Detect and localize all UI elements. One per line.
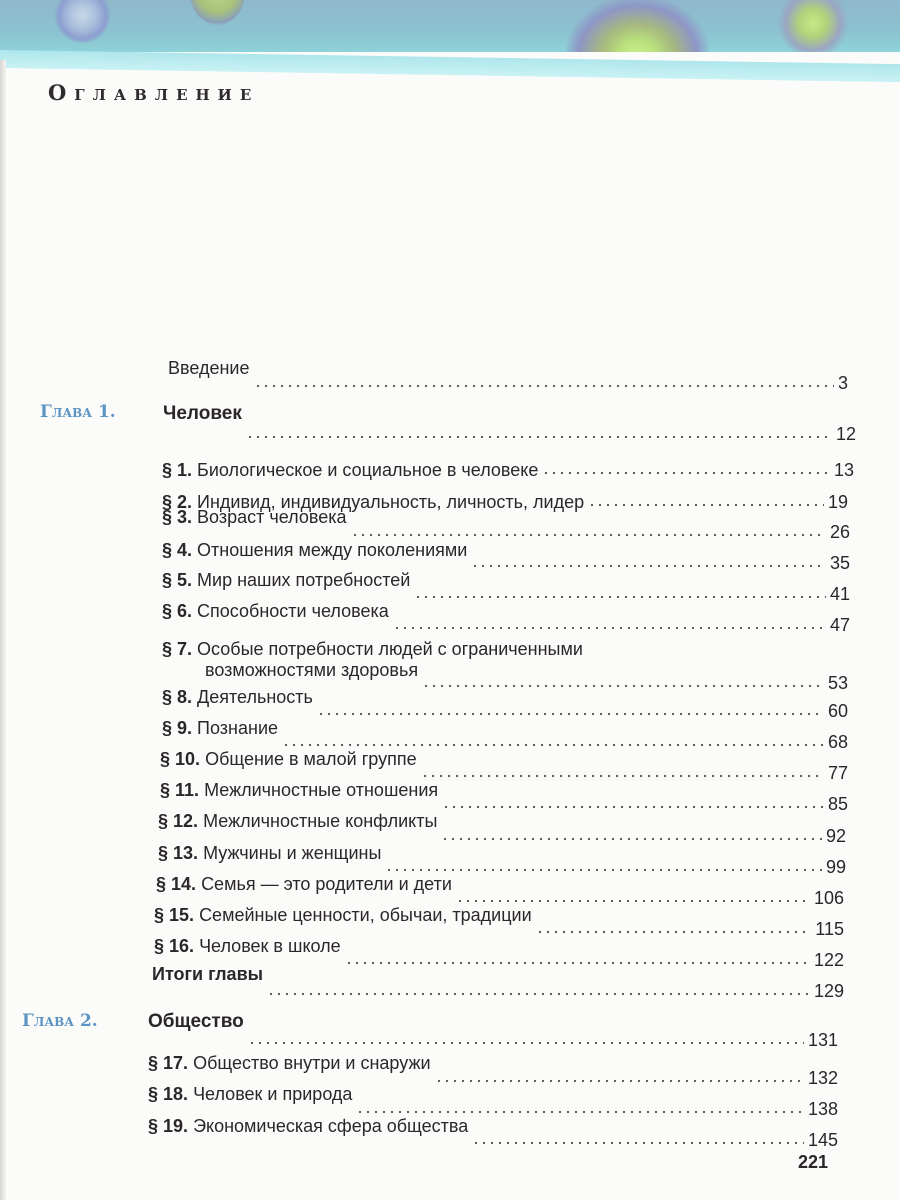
bokeh-decoration	[565, 0, 710, 52]
entry-page: 145	[807, 1130, 838, 1150]
toc-entry-section[interactable]	[154, 905, 844, 940]
toc-entry-section-line1[interactable]	[162, 639, 583, 660]
section-number: § 9.	[162, 718, 193, 738]
page-title: Оглавление	[48, 80, 260, 105]
section-number: § 14.	[156, 874, 197, 894]
section-title: Человек и природа	[193, 1084, 353, 1104]
toc-entry-section[interactable]	[162, 718, 848, 753]
section-title: Мир наших потребностей	[197, 570, 411, 590]
entry-page: 131	[807, 1030, 838, 1050]
dot-leader	[542, 471, 830, 475]
dot-leader	[414, 595, 826, 599]
toc-entry-section[interactable]	[158, 843, 846, 878]
entry-page: 60	[827, 701, 848, 721]
section-title: Отношения между поколениями	[197, 540, 468, 560]
summary-title: Итоги главы	[152, 964, 264, 984]
section-title: Способности человека	[197, 601, 389, 621]
toc-entry-section[interactable]	[148, 1084, 838, 1120]
entry-page: 3	[837, 373, 848, 393]
section-number: § 5.	[162, 570, 193, 590]
section-number: § 13.	[158, 843, 199, 863]
dot-leader	[393, 626, 826, 630]
dot-leader	[421, 774, 824, 778]
entry-page: 99	[825, 857, 846, 877]
chapter-label: Глава 2.	[22, 1011, 98, 1031]
bokeh-decoration	[778, 0, 848, 52]
section-title: Индивид, индивидуальность, личность, лидер	[197, 492, 585, 512]
toc-entry-intro[interactable]	[168, 358, 848, 394]
banner-stripe	[0, 50, 900, 82]
section-number: § 4.	[162, 540, 193, 560]
bokeh-decoration	[190, 0, 245, 25]
dot-leader	[385, 868, 822, 872]
toc-entry-section[interactable]	[162, 687, 848, 722]
section-number: § 18.	[148, 1084, 189, 1104]
section-number: § 16.	[154, 936, 195, 956]
dot-leader	[472, 1141, 804, 1145]
section-number: § 19.	[148, 1116, 189, 1136]
section-title: Мужчины и женщины	[203, 843, 382, 863]
dot-leader	[248, 1041, 804, 1045]
toc-entry-chapter-1[interactable]	[163, 403, 856, 445]
page-edge-shadow	[0, 60, 6, 1200]
dot-leader	[317, 712, 824, 716]
entry-page: 41	[829, 584, 850, 604]
entry-page: 19	[827, 492, 848, 512]
section-title: Общество внутри и снаружи	[193, 1053, 431, 1073]
entry-page: 68	[827, 732, 848, 752]
toc-entry-chapter-2[interactable]	[148, 1011, 838, 1051]
entry-page: 85	[827, 794, 848, 814]
dot-leader	[267, 992, 810, 996]
entry-page: 92	[825, 826, 846, 846]
dot-leader	[282, 743, 824, 747]
dot-leader	[442, 805, 824, 809]
section-title: Биологическое и социальное в человеке	[197, 460, 539, 480]
header-banner	[0, 0, 900, 52]
entry-page: 12	[835, 424, 856, 444]
entry-page: 138	[807, 1099, 838, 1119]
section-number: § 7.	[162, 639, 193, 659]
toc-entry-section[interactable]	[162, 507, 850, 543]
section-number: § 15.	[154, 905, 195, 925]
section-title: Деятельность	[197, 687, 313, 707]
section-number: § 17.	[148, 1053, 189, 1073]
section-number: § 11.	[160, 780, 200, 800]
entry-page: 13	[833, 460, 854, 480]
chapter-title: Общество	[148, 1011, 244, 1032]
section-title-continued: возможностями здоровья	[205, 660, 419, 680]
page-number: 221	[798, 1152, 829, 1172]
dot-leader	[441, 837, 822, 841]
section-number: § 6.	[162, 601, 193, 621]
entry-page: 106	[813, 888, 844, 908]
section-title: Межличностные отношения	[204, 780, 439, 800]
section-number: § 1.	[162, 460, 193, 480]
dot-leader	[536, 930, 812, 934]
section-number: § 2.	[162, 492, 193, 512]
dot-leader	[435, 1079, 804, 1083]
entry-page: 77	[827, 763, 848, 783]
section-title: Познание	[197, 718, 279, 738]
entry-page: 129	[813, 981, 844, 1001]
section-title: Экономическая сфера общества	[193, 1116, 469, 1136]
section-number: § 10.	[160, 749, 201, 769]
dot-leader	[246, 435, 832, 439]
chapter-label: Глава 1.	[40, 402, 116, 422]
entry-page: 115	[815, 919, 844, 939]
section-title: Человек в школе	[199, 936, 341, 956]
section-title: Общение в малой группе	[205, 749, 417, 769]
entry-page: 122	[813, 950, 844, 970]
entry-page: 132	[807, 1068, 838, 1088]
toc-entry-chapter-summary[interactable]	[152, 964, 844, 1002]
toc-entry-section[interactable]	[156, 874, 844, 909]
toc-entry-section[interactable]	[148, 1116, 838, 1151]
toc-entry-section[interactable]	[162, 540, 850, 574]
toc-entry-section[interactable]	[162, 570, 850, 605]
section-number: § 8.	[162, 687, 193, 707]
entry-page: 53	[827, 673, 848, 693]
chapter-title: Человек	[163, 403, 242, 424]
dot-leader	[356, 1110, 804, 1114]
toc-entry-section[interactable]	[162, 453, 854, 481]
entry-page: 26	[829, 522, 850, 542]
toc-entry-section[interactable]	[160, 749, 848, 784]
toc-entry-section[interactable]	[158, 811, 846, 847]
dot-leader	[456, 899, 810, 903]
section-title: Межличностные конфликты	[203, 811, 438, 831]
section-number: § 3.	[162, 507, 193, 527]
dot-leader	[351, 533, 826, 537]
entry-page: 47	[829, 615, 850, 635]
toc-entry-section[interactable]	[162, 601, 850, 636]
bokeh-decoration	[55, 0, 110, 43]
section-title: Особые потребности людей с ограниченными	[197, 639, 583, 659]
section-title: Семейные ценности, обычаи, традиции	[199, 905, 532, 925]
entry-title: Введение	[168, 358, 250, 378]
entry-page: 35	[829, 553, 850, 573]
toc-entry-section[interactable]	[160, 780, 848, 815]
section-number: § 12.	[158, 811, 199, 831]
dot-leader	[471, 564, 826, 568]
section-title: Возраст человека	[197, 507, 347, 527]
section-title: Семья — это родители и дети	[201, 874, 452, 894]
dot-leader	[254, 384, 834, 388]
